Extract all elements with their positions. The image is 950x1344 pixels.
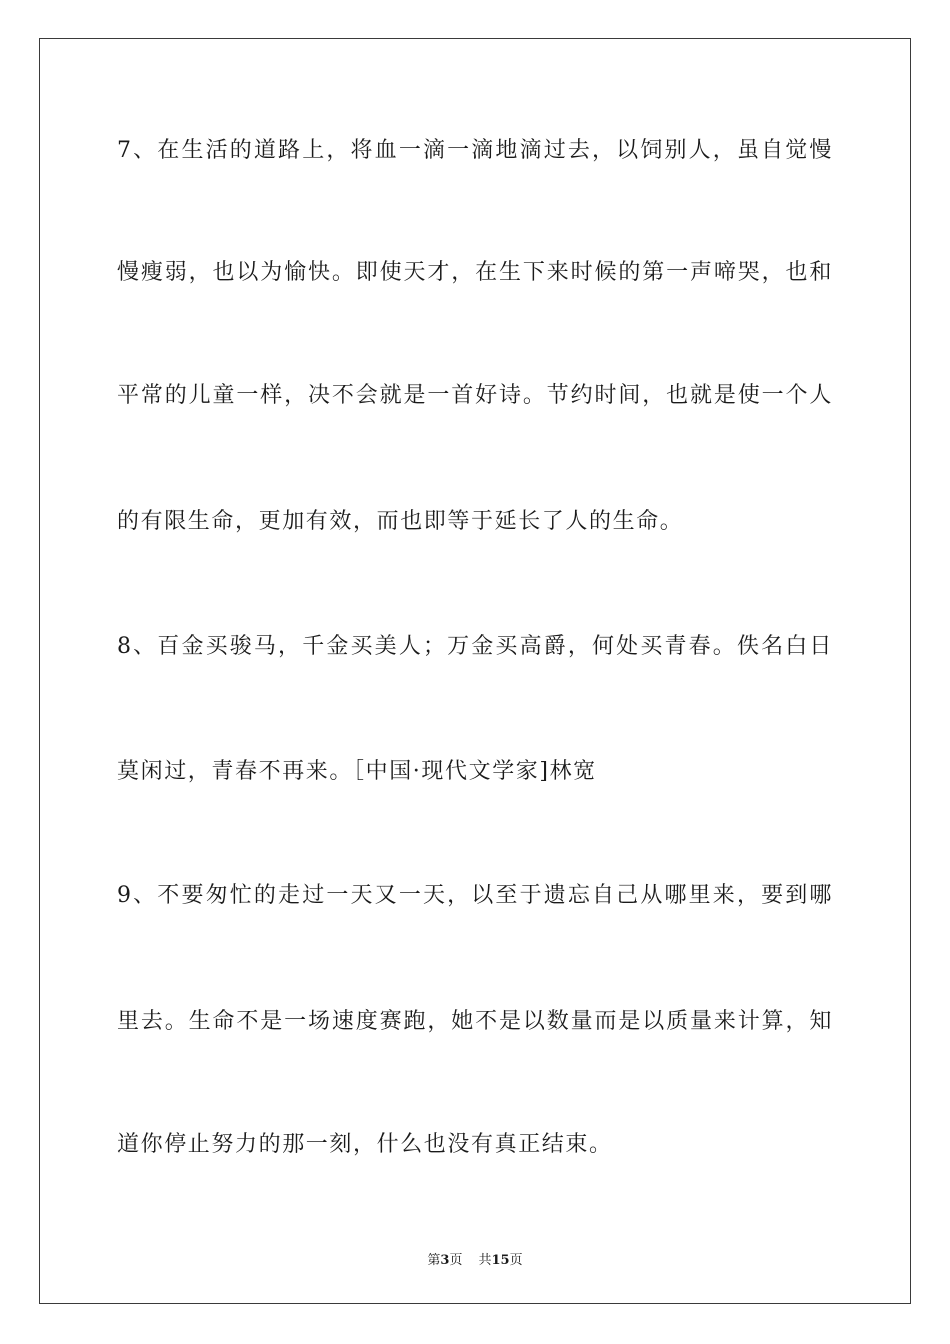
footer-page-number: 3 — [440, 1253, 450, 1268]
paragraph-7-line-1: 7、在生活的道路上，将血一滴一滴地滴过去，以饲别人，虽自觉慢 — [117, 138, 833, 163]
paragraph-9-line-1: 9、不要匆忙的走过一天又一天，以至于遗忘自己从哪里来，要到哪 — [117, 883, 833, 908]
paragraph-7-line-4: 的有限生命，更加有效，而也即等于延长了人的生命。 — [117, 509, 684, 534]
paragraph-8-line-1: 8、百金买骏马，千金买美人；万金买高爵，何处买青春。佚名白日 — [117, 634, 833, 659]
footer-page-prefix: 第 — [427, 1253, 441, 1268]
paragraph-8-line-2: 莫闲过，青春不再来。［中国·现代文学家]林宽 — [117, 759, 597, 784]
footer-total-suffix: 页 — [509, 1253, 523, 1268]
page-footer — [0, 1249, 950, 1268]
paragraph-9-line-2: 里去。生命不是一场速度赛跑，她不是以数量而是以质量来计算，知 — [117, 1009, 833, 1034]
paragraph-7-line-3: 平常的儿童一样，决不会就是一首好诗。节约时间，也就是使一个人 — [117, 383, 833, 408]
paragraph-7-line-2: 慢瘦弱，也以为愉快。即使天才，在生下来时候的第一声啼哭，也和 — [117, 260, 833, 285]
footer-total-prefix: 共 — [478, 1253, 492, 1268]
paragraph-9-line-3: 道你停止努力的那一刻，什么也没有真正结束。 — [117, 1132, 613, 1157]
footer-page-suffix: 页 — [449, 1253, 463, 1268]
page-border — [39, 38, 911, 1304]
footer-total-pages: 15 — [491, 1253, 510, 1268]
